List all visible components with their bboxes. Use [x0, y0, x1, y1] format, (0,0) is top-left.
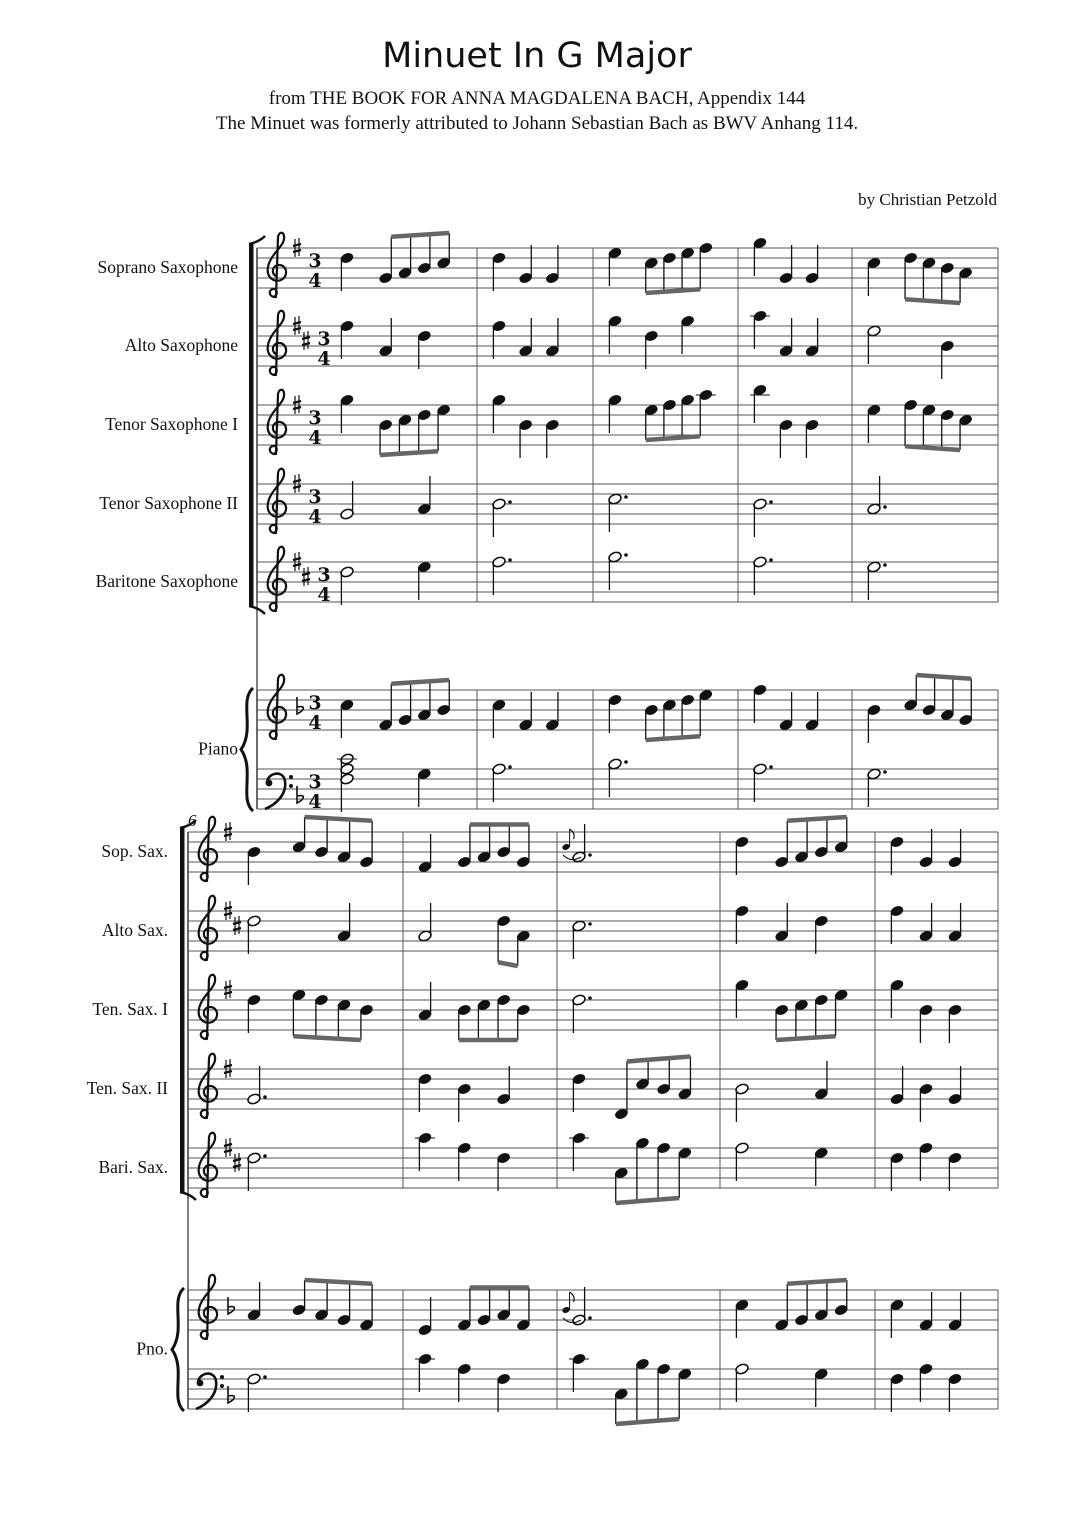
piano-brace	[241, 688, 253, 811]
beam	[787, 817, 847, 821]
treble-clef	[268, 469, 286, 533]
beam	[916, 675, 971, 679]
staff	[257, 690, 998, 730]
sharp-stroke	[302, 579, 310, 581]
augmentation-dot	[588, 996, 592, 1000]
beam	[905, 446, 960, 450]
score-subtitle-source: from THE BOOK FOR ANNA MAGDALENA BACH, Appendix 144	[268, 88, 806, 109]
sharp-sign	[233, 1153, 241, 1172]
augmentation-dot	[883, 770, 887, 774]
note	[867, 768, 887, 781]
time-signature-bottom: 4	[308, 506, 322, 528]
treble-clef-path	[199, 1054, 217, 1118]
note	[696, 389, 716, 402]
note	[750, 384, 770, 397]
instrument-label: Soprano Saxophone	[97, 257, 238, 277]
augmentation-dot	[508, 558, 512, 562]
sharp-stroke	[233, 928, 241, 930]
sharp-stroke	[233, 1165, 241, 1167]
augmentation-dot	[624, 760, 628, 764]
grace-flag	[570, 829, 575, 839]
instrument-label: Tenor Saxophone II	[99, 493, 238, 513]
beam	[646, 436, 701, 440]
sharp-sign	[302, 567, 310, 586]
treble-clef	[268, 311, 286, 375]
staff	[188, 1290, 998, 1330]
measure-number: 6	[188, 811, 197, 830]
sharp-sign	[302, 331, 310, 350]
time-signature-top: 3	[308, 250, 322, 272]
augmentation-dot	[769, 558, 773, 562]
score-title: Minuet In G Major	[382, 36, 692, 76]
note	[337, 753, 357, 766]
treble-clef-path	[268, 675, 286, 739]
bass-clef-dot	[289, 775, 293, 779]
instrument-label: Sop. Sax.	[101, 841, 168, 861]
sharp-stroke	[293, 480, 301, 482]
note	[572, 920, 592, 933]
beam	[646, 736, 701, 740]
augmentation-dot	[624, 495, 628, 499]
instrument-label: Alto Sax.	[101, 920, 168, 940]
treble-clef-path	[199, 975, 217, 1039]
treble-clef	[199, 1275, 217, 1339]
note	[750, 310, 770, 323]
note	[867, 561, 887, 574]
staff	[257, 769, 998, 809]
time-signature-bottom: 4	[308, 270, 322, 292]
sharp-stroke	[293, 322, 301, 324]
augmentation-dot	[263, 1375, 267, 1379]
bass-clef-dot	[220, 1384, 224, 1388]
sharp-stroke	[224, 986, 232, 988]
beam	[391, 233, 449, 237]
treble-clef-path	[199, 817, 217, 881]
treble-clef	[199, 817, 217, 881]
augmentation-dot	[769, 765, 773, 769]
beam	[498, 962, 518, 966]
beam	[646, 289, 701, 293]
sharp-stroke	[302, 337, 310, 339]
sharp-stroke	[293, 564, 301, 566]
staff	[188, 832, 998, 872]
time-signature-bottom: 4	[308, 712, 322, 734]
treble-clef	[199, 1133, 217, 1197]
staff	[257, 562, 998, 602]
sharp-stroke	[293, 558, 301, 560]
staff	[188, 1069, 998, 1109]
note	[415, 1132, 435, 1145]
bass-clef-dot	[266, 780, 273, 787]
beam	[627, 1057, 691, 1062]
treble-clef	[268, 547, 286, 611]
time-signature-top: 3	[317, 564, 331, 586]
augmentation-dot	[769, 500, 773, 504]
note	[608, 758, 628, 771]
sharp-stroke	[224, 992, 232, 994]
treble-clef	[199, 975, 217, 1039]
bass-clef-dot	[289, 784, 293, 788]
sharp-sign	[233, 916, 241, 935]
instrument-label: Pno.	[136, 1338, 168, 1359]
sharp-stroke	[233, 922, 241, 924]
beam	[305, 817, 373, 821]
treble-clef-path	[268, 311, 286, 375]
sharp-stroke	[224, 1150, 232, 1152]
treble-clef-path	[268, 547, 286, 611]
sharp-stroke	[224, 828, 232, 830]
sharp-stroke	[224, 1144, 232, 1146]
time-signature-bottom: 4	[308, 791, 322, 813]
instrument-label: Alto Saxophone	[124, 335, 238, 355]
sharp-stroke	[224, 1065, 232, 1067]
note	[415, 1353, 435, 1366]
treble-clef	[199, 1054, 217, 1118]
bracket-hook	[249, 236, 265, 244]
bass-clef-dot	[220, 1375, 224, 1379]
treble-clef-path	[199, 1275, 217, 1339]
instrument-label: Bari. Sax.	[98, 1157, 168, 1177]
sharp-stroke	[224, 834, 232, 836]
treble-clef	[268, 675, 286, 739]
augmentation-dot	[883, 563, 887, 567]
sharp-stroke	[224, 913, 232, 915]
bass-clef-dot	[197, 1380, 204, 1387]
time-signature-top: 3	[308, 486, 322, 508]
augmentation-dot	[624, 553, 628, 557]
treble-clef	[199, 896, 217, 960]
sharp-stroke	[302, 343, 310, 345]
augmentation-dot	[263, 1095, 267, 1099]
beam	[293, 1036, 361, 1040]
beam	[776, 1036, 836, 1040]
staff	[188, 990, 998, 1030]
augmentation-dot	[508, 765, 512, 769]
instrument-label: Tenor Saxophone I	[105, 414, 238, 434]
sharp-stroke	[224, 1071, 232, 1073]
note	[569, 1353, 589, 1366]
staff	[257, 484, 998, 524]
time-signature-bottom: 4	[308, 427, 322, 449]
augmentation-dot	[508, 500, 512, 504]
sharp-stroke	[293, 407, 301, 409]
instrument-label: Baritone Saxophone	[95, 571, 238, 591]
note	[572, 851, 592, 864]
treble-clef-path	[199, 896, 217, 960]
augmentation-dot	[588, 1316, 592, 1320]
treble-clef-path	[268, 390, 286, 454]
note	[608, 551, 628, 564]
instrument-label: Ten. Sax. II	[86, 1078, 168, 1098]
time-signature-top: 3	[317, 328, 331, 350]
staff	[188, 1369, 998, 1409]
treble-clef-path	[268, 469, 286, 533]
sharp-stroke	[293, 244, 301, 246]
staff	[188, 1148, 998, 1188]
note	[608, 493, 628, 506]
treble-clef	[268, 390, 286, 454]
sharp-stroke	[293, 401, 301, 403]
time-signature-bottom: 4	[317, 348, 331, 370]
treble-clef-path	[199, 1133, 217, 1197]
beam	[905, 299, 960, 303]
sharp-stroke	[233, 1159, 241, 1161]
score-subtitle-attribution: The Minuet was formerly attributed to Johann Sebastian Bach as BWV Anhang 114.	[215, 113, 859, 134]
staff	[257, 326, 998, 366]
beam	[305, 1280, 373, 1284]
sharp-stroke	[293, 250, 301, 252]
treble-clef-path	[268, 233, 286, 297]
instrument-label: Ten. Sax. I	[92, 999, 168, 1019]
augmentation-dot	[588, 853, 592, 857]
staff	[257, 405, 998, 445]
beam	[380, 451, 438, 455]
composer-credit: by Christian Petzold	[858, 190, 997, 209]
group-bracket	[249, 244, 254, 606]
beam	[391, 680, 449, 684]
augmentation-dot	[263, 1154, 267, 1158]
beam	[787, 1280, 847, 1284]
group-bracket	[180, 828, 185, 1192]
beam	[616, 1419, 680, 1424]
augmentation-dot	[883, 505, 887, 509]
instrument-label: Piano	[198, 738, 238, 759]
augmentation-dot	[588, 922, 592, 926]
piano-brace	[172, 1288, 184, 1411]
note	[569, 1132, 589, 1145]
time-signature-top: 3	[308, 407, 322, 429]
staff	[188, 911, 998, 951]
sharp-stroke	[293, 486, 301, 488]
treble-clef	[268, 233, 286, 297]
beam	[616, 1198, 680, 1203]
time-signature-bottom: 4	[317, 584, 331, 606]
note	[867, 503, 887, 516]
time-signature-top: 3	[308, 771, 322, 793]
staff	[257, 248, 998, 288]
sharp-stroke	[224, 907, 232, 909]
sharp-stroke	[293, 328, 301, 330]
time-signature-top: 3	[308, 692, 322, 714]
sharp-stroke	[302, 573, 310, 575]
